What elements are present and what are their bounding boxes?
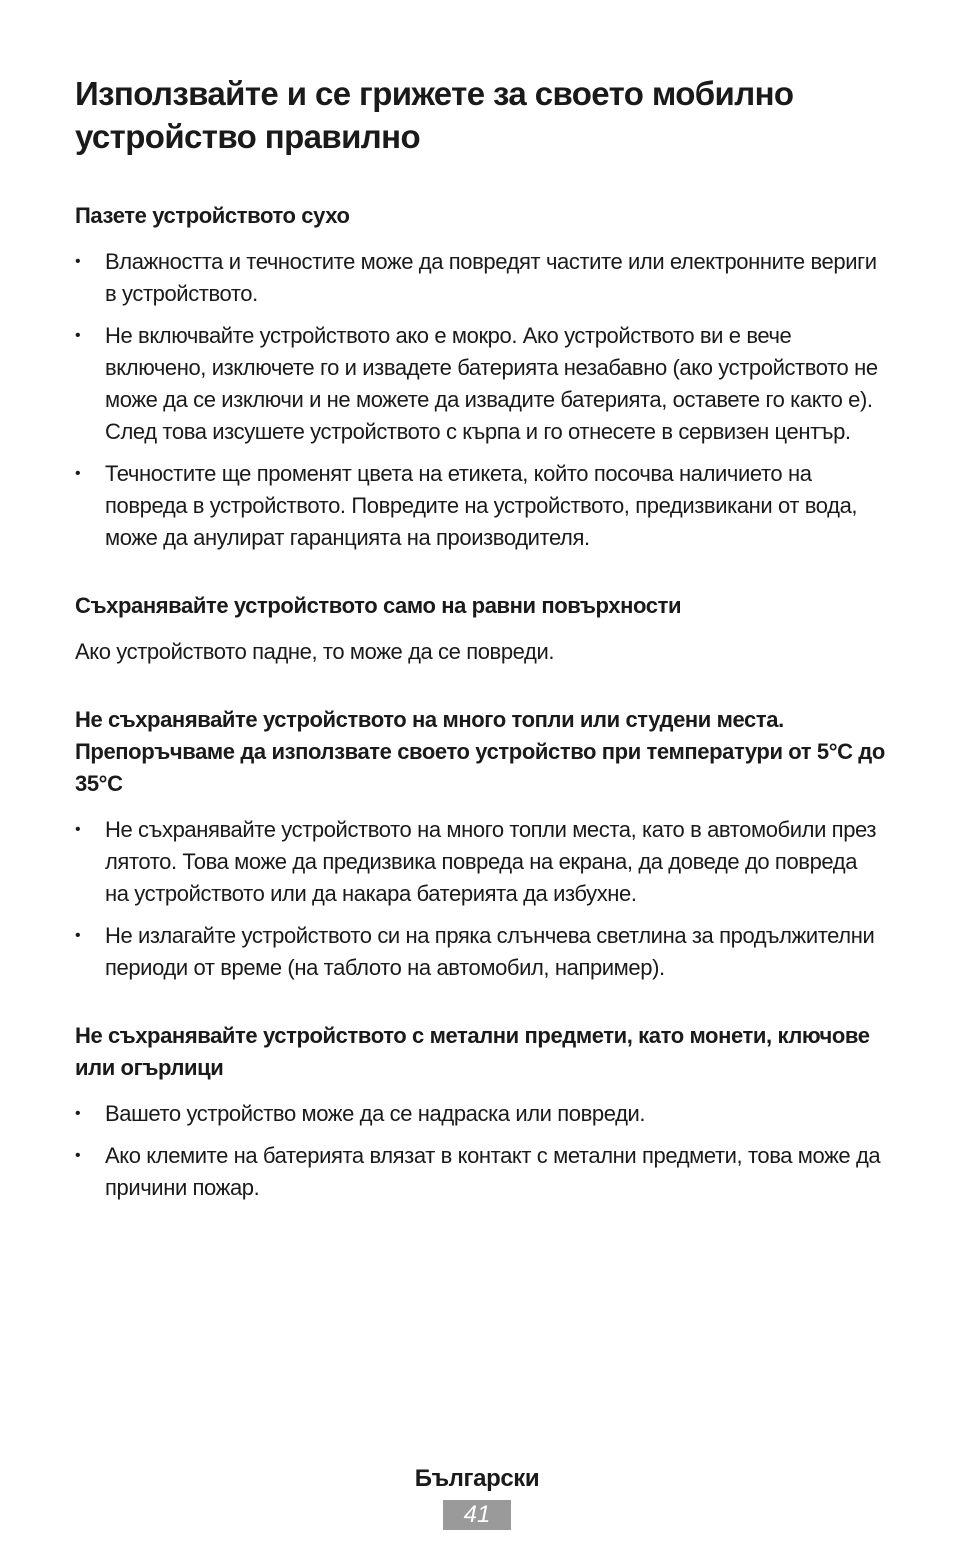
list-item-text: Вашето устройство може да се надраска или повреди. xyxy=(105,1101,646,1126)
list-item xyxy=(75,814,885,910)
section-heading: Съхранявайте устройството само на равни повърхности xyxy=(75,593,682,618)
bullet-icon: • xyxy=(75,1147,81,1164)
bullet-list xyxy=(75,246,885,554)
footer-language: Български xyxy=(414,1465,540,1492)
list-item-text: Не включвайте устройството ако е мокро. Ако устройството ви е вече включено, изключете го и извадете батерията незабавно (ако устройството не може да се изключи и не можете да извадите батерията, оставете го както е). След това изсушете устройството с кърпа и го отнесете в сервизен център. xyxy=(105,323,878,444)
section-heading: Пазете устройството сухо xyxy=(75,203,350,228)
bullet-icon: • xyxy=(75,327,81,344)
bullet-icon: • xyxy=(75,927,81,944)
section-metal-objects xyxy=(75,1020,885,1204)
section-flat-surfaces xyxy=(75,590,885,668)
bullet-icon: • xyxy=(75,1105,81,1122)
page-number: 41 xyxy=(443,1500,511,1530)
list-item-text: Ако клемите на батерията влязат в контакт с метални предмети, това може да причини пожар. xyxy=(105,1143,881,1200)
list-item-text: Не съхранявайте устройството на много топли места, като в автомобили през лятото. Това може да предизвика повреда на екрана, да доведе до повреда на устройството или да накара батерията да избухне. xyxy=(105,817,877,906)
section-temperature xyxy=(75,704,885,984)
list-item xyxy=(75,320,885,448)
list-item-text: Не излагайте устройството си на пряка слънчева светлина за продължителни периоди от време (на таблото на автомобил, например). xyxy=(105,923,875,980)
section-text: Ако устройството падне, то може да се повреди. xyxy=(75,639,555,664)
bullet-icon: • xyxy=(75,465,81,482)
bullet-icon: • xyxy=(75,821,81,838)
page-title: Използвайте и се грижете за своето мобилно устройство правилно xyxy=(75,75,794,155)
list-item xyxy=(75,1140,885,1204)
bullet-icon: • xyxy=(75,253,81,270)
page-content xyxy=(75,72,885,1240)
list-item xyxy=(75,246,885,310)
section-keep-dry xyxy=(75,200,885,554)
list-item-text: Влажността и течностите може да повредят частите или електронните вериги в устройството. xyxy=(105,249,877,306)
list-item xyxy=(75,1098,885,1130)
bullet-list xyxy=(75,1098,885,1204)
list-item-text: Течностите ще променят цвета на етикета, който посочва наличието на повреда в устройството. Повредите на устройството, предизвикани от вода, може да анулират гаранцията на производителя. xyxy=(105,461,858,550)
page-footer xyxy=(0,1462,954,1530)
bullet-list xyxy=(75,814,885,984)
list-item xyxy=(75,920,885,984)
list-item xyxy=(75,458,885,554)
section-heading: Не съхранявайте устройството на много топли или студени места. Препоръчваме да използвате своето устройство при температури от 5°C до 35°C xyxy=(75,707,885,796)
section-heading: Не съхранявайте устройството с метални предмети, като монети, ключове или огърлици xyxy=(75,1023,870,1080)
